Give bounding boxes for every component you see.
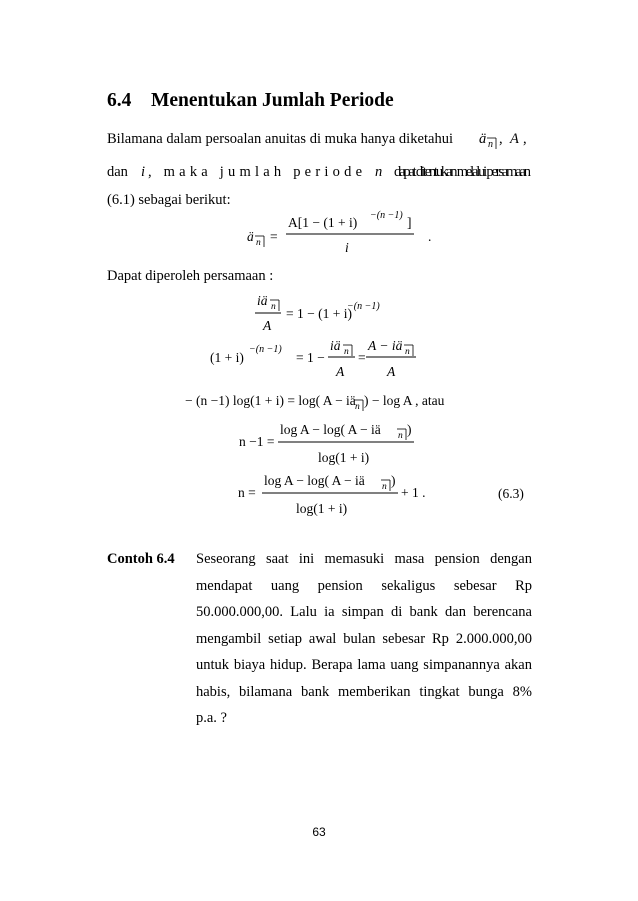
equation-5 [239, 422, 414, 465]
intro-dan: dan [107, 164, 128, 180]
example-label: Contoh 6.4 [107, 551, 175, 567]
equation-4 [185, 393, 445, 412]
eq6-tail: + 1 . [401, 485, 426, 500]
equation-number-label: (6.3) [498, 486, 524, 501]
example-line-2: mendapat uang pension sekaligus sebesar Rp [196, 577, 532, 594]
equation-2 [255, 293, 380, 333]
eq3-frac1-denominator: A [336, 364, 345, 379]
example-line-3: 50.000.000,00. Lalu ia simpan di bank dan berencana [196, 604, 532, 620]
eq3-frac2-subscript: n [405, 347, 410, 357]
eq5-numerator-b: ) [407, 422, 412, 437]
eq1-denominator: i [345, 240, 349, 255]
eq3-frac1-subscript: n [344, 347, 349, 357]
annuity-subscript-n: n [488, 139, 493, 150]
eq3-lhs-exponent: −(n −1) [249, 344, 282, 355]
eq5-numerator-a: log A − log( A − iä [280, 422, 381, 437]
eq1-equals: = [270, 229, 278, 244]
eq1-subscript-n: n [256, 238, 261, 248]
example-line-7: p.a. ? [196, 710, 227, 726]
eq5-denominator: log(1 + i) [318, 450, 370, 465]
intro-mid: , maka jumlah periode [148, 164, 362, 180]
eq3-equals-1: = 1 − [296, 350, 325, 365]
example-line-6: habis, bilamana bank memberikan tingkat bunga 8% [196, 683, 532, 700]
eq2-subscript-n: n [271, 302, 276, 312]
eq1-period: . [428, 229, 432, 244]
derive-label: Dapat diperoleh persamaan : [107, 268, 274, 284]
equation-6 [238, 473, 426, 516]
symbol-n: n [375, 164, 383, 180]
eq2-denominator: A [263, 318, 272, 333]
section-title: Menentukan Jumlah Periode [151, 90, 394, 111]
intro-line-3: (6.1) sebagai berikut: [107, 192, 231, 208]
eq2-rhs: = 1 − (1 + i) [286, 306, 352, 321]
eq6-denominator: log(1 + i) [296, 501, 348, 516]
eq4-part-b: ) − log A , atau [364, 393, 445, 408]
example-line-5: untuk biaya hidup. Berapa lama uang simpanannya akan [196, 657, 532, 673]
equation-3 [210, 338, 416, 379]
section-number: 6.4 [107, 90, 132, 111]
eq6-numerator-a: log A − log( A − iä [264, 473, 365, 488]
page-number: 63 [312, 825, 326, 839]
equation-1 [247, 210, 431, 255]
eq1-numerator-close: ] [407, 215, 412, 230]
eq3-lhs: (1 + i) [210, 350, 244, 365]
eq5-lhs: n −1 = [239, 434, 275, 449]
eq1-numerator: A[1 − (1 + i) [288, 215, 358, 230]
comma-1: , [499, 131, 503, 147]
eq4-part-a: − (n −1) log(1 + i) = log( A − iä [185, 393, 356, 408]
intro-text-1: Bilamana dalam persoalan anuitas di muka hanya diketahui [107, 131, 453, 147]
example-body [196, 549, 532, 735]
eq2-numerator: iä [257, 293, 268, 308]
comma-2: , [523, 131, 527, 147]
eq5-subscript-n: n [398, 431, 403, 441]
example-line-4: mengambil setiap awal bulan sebesar Rp 2.000.000,00 [196, 630, 532, 647]
intro-end: dapat ditentukan melalui persamaan [394, 164, 531, 180]
eq3-frac2-denominator: A [387, 364, 396, 379]
eq6-lhs: n = [238, 485, 256, 500]
eq3-frac1-numerator: iä [330, 338, 341, 353]
eq3-frac2-numerator: A − iä [368, 338, 403, 353]
annuity-symbol: ä [479, 131, 487, 147]
symbol-A: A [510, 131, 519, 147]
eq6-numerator-b: ) [391, 473, 396, 488]
eq1-numerator-exponent: −(n −1) [370, 210, 403, 221]
example-line-1: Seseorang saat ini memasuki masa pension dengan [196, 551, 532, 567]
eq2-rhs-exponent: −(n −1) [347, 301, 380, 312]
symbol-i: i [141, 164, 146, 180]
eq1-annuity: ä [247, 229, 254, 244]
eq4-subscript-n: n [355, 402, 360, 412]
eq6-subscript-n: n [382, 482, 387, 492]
eq3-equals-2: = [358, 350, 366, 365]
